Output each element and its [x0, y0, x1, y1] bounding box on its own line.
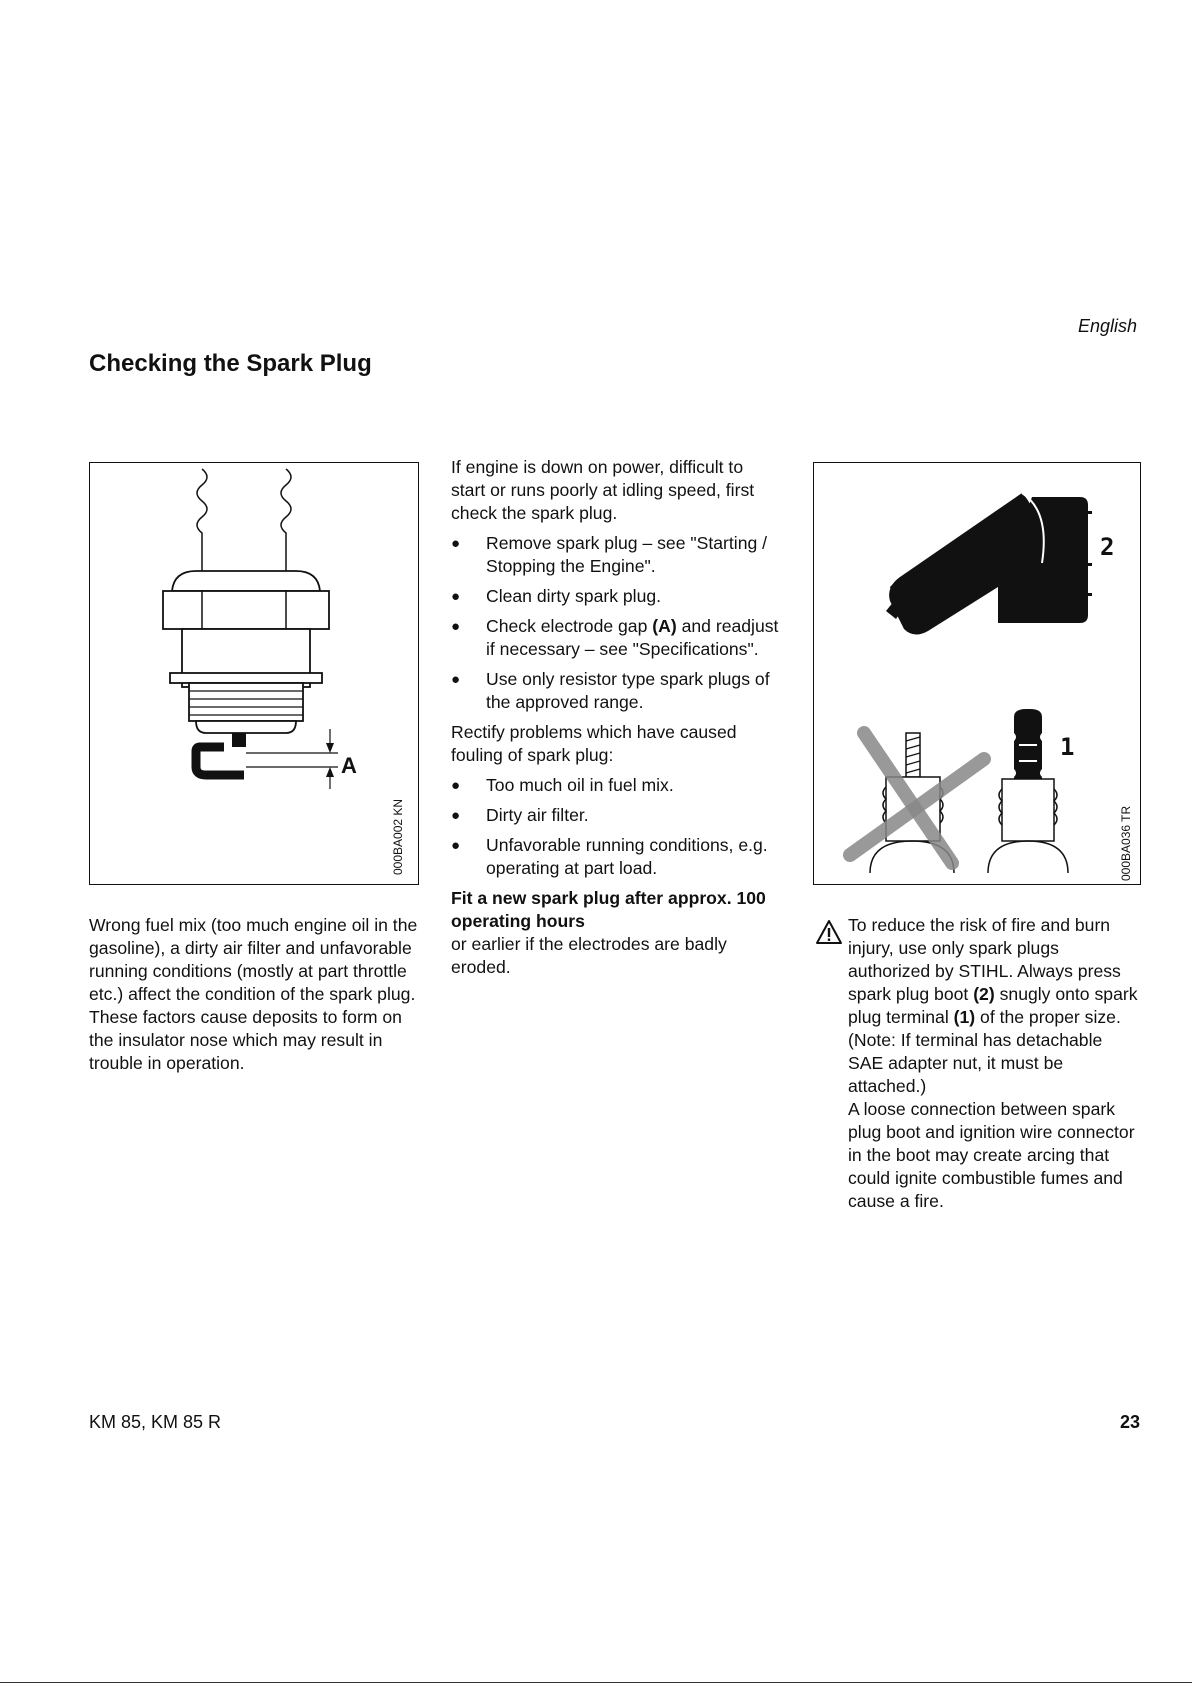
warning-text-part: To reduce the risk of fire and burn injury, use only spark plugs authorized by STIHL. Always press spark plug boot — [848, 915, 1121, 1004]
gap-reference: (A) — [652, 616, 677, 636]
list-item — [451, 804, 781, 827]
steps-list — [451, 532, 781, 714]
warning-paragraph-2: A loose connection between spark plug boot and ignition wire connector in the boot may create arcing that could ignite combustible fumes and cause a fire. — [848, 1099, 1135, 1211]
page-title: Checking the Spark Plug — [89, 350, 372, 377]
replacement-note: or earlier if the electrodes are badly eroded. — [451, 934, 727, 977]
list-item-text: Use only resistor type spark plugs of the approved range. — [486, 669, 770, 712]
warning-triangle-icon — [815, 919, 843, 950]
terminal-reference: (1) — [953, 1007, 976, 1027]
list-item-text: Unfavorable running conditions, e.g. operating at part load. — [486, 835, 768, 878]
boot-label-2: 2 — [1100, 533, 1115, 561]
intro-paragraph: If engine is down on power, difficult to start or runs poorly at idling speed, first check the spark plug. — [451, 457, 755, 523]
warning-text — [848, 914, 1140, 1213]
fouling-causes-paragraph — [89, 914, 419, 1075]
list-item-text: and readjust if necessary – see "Specifications". — [486, 616, 779, 659]
list-item — [451, 585, 781, 608]
list-item — [451, 834, 781, 880]
warning-text-part: of the proper size. (Note: If terminal has detachable SAE adapter nut, it must be attached.) — [848, 1007, 1121, 1096]
figure-code: 000BA036 TR — [1119, 805, 1133, 881]
list-item — [451, 774, 781, 797]
boot-reference: (2) — [973, 984, 995, 1004]
list-item-text: Remove spark plug – see "Starting / Stopping the Engine". — [486, 533, 768, 576]
list-item-text: Dirty air filter. — [486, 805, 589, 825]
checking-instructions — [451, 456, 781, 979]
replacement-interval: Fit a new spark plug after approx. 100 operating hours — [451, 888, 766, 931]
page-number: 23 — [1119, 1412, 1140, 1432]
rectify-paragraph: Rectify problems which have caused fouling of spark plug: — [451, 722, 737, 765]
spark-plug-gap-figure — [89, 462, 419, 885]
spark-plug-illustration — [90, 463, 417, 883]
causes-list — [451, 774, 781, 880]
spark-plug-boot-illustration — [814, 463, 1139, 883]
gap-label-a: A — [341, 753, 357, 778]
list-item — [451, 615, 781, 661]
spark-plug-boot-figure — [813, 462, 1141, 885]
warning-paragraph — [848, 914, 1140, 1098]
list-item-text: Clean dirty spark plug. — [486, 586, 662, 606]
bottom-divider — [0, 1682, 1192, 1683]
figure-code: 000BA002 KN — [391, 798, 405, 875]
model-footer: KM 85, KM 85 R — [89, 1412, 222, 1432]
language-label: English — [1077, 316, 1137, 336]
warning-text-part: snugly onto spark plug terminal — [848, 984, 1138, 1027]
list-item-text: Too much oil in fuel mix. — [486, 775, 674, 795]
paragraph: Wrong fuel mix (too much engine oil in the gasoline), a dirty air filter and unfavorable running conditions (mostly at part throttle etc.) affect the condition of the spark plug. These factors cause deposits to form on the insulator nose which may result in trouble in operation. — [89, 915, 418, 1073]
list-item-text: Check electrode gap — [486, 616, 653, 636]
list-item — [451, 668, 781, 714]
terminal-label-1: 1 — [1060, 733, 1075, 761]
list-item — [451, 532, 781, 578]
